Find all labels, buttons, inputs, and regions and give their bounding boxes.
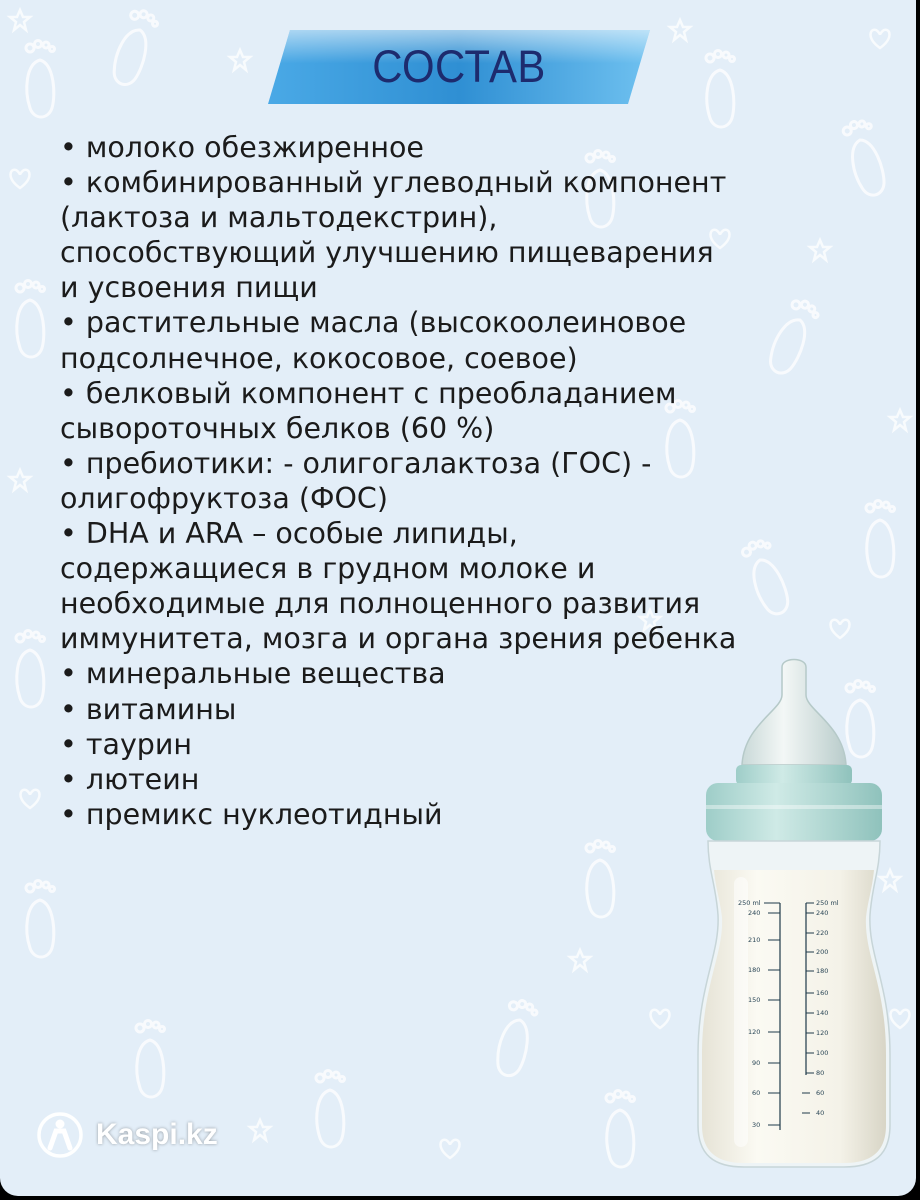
kaspi-watermark	[36, 1112, 218, 1158]
scale-label: 160	[816, 989, 829, 997]
brand-name: Kaspi.kz	[96, 1118, 218, 1151]
scale-label: 200	[816, 948, 829, 956]
list-item: • минеральные вещества	[60, 656, 740, 691]
scale-label: 40	[816, 1109, 825, 1117]
scale-label: 240	[748, 909, 761, 917]
scale-label: 100	[816, 1049, 829, 1057]
kaspi-logo-icon	[36, 1112, 84, 1158]
list-item: • молоко обезжиренное	[60, 130, 740, 165]
scale-label: 80	[816, 1069, 825, 1077]
scale-label: 220	[816, 929, 829, 937]
scale-label: 250 ml	[738, 899, 761, 907]
scale-label: 250 ml	[816, 899, 839, 907]
scale-label: 140	[816, 1009, 829, 1017]
ingredients-list	[60, 130, 740, 832]
list-item: • пребиотики: - олигогалактоза (ГОС) - олигофруктоза (ФОС)	[60, 446, 740, 516]
list-item: • лютеин	[60, 762, 740, 797]
list-item: • белковый компонент с преобладанием сывороточных белков (60 %)	[60, 376, 740, 446]
baby-bottle-image	[694, 655, 894, 1170]
scale-label: 240	[816, 909, 829, 917]
scale-label: 120	[748, 1028, 761, 1036]
list-item: • таурин	[60, 727, 740, 762]
page-title: СОСТАВ	[372, 41, 546, 92]
list-item: • DHA и ARA – особые липиды, содержащиеся в грудном молоке и необходимые для полноценного развития иммунитета, мозга и органа зрения ребенка	[60, 516, 740, 656]
scale-label: 60	[752, 1089, 761, 1097]
scale-label: 90	[752, 1059, 761, 1067]
scale-label: 180	[816, 967, 829, 975]
scale-label: 120	[816, 1029, 829, 1037]
list-item: • витамины	[60, 692, 740, 727]
title-banner	[268, 30, 650, 104]
scale-label: 30	[752, 1121, 761, 1129]
list-item: • премикс нуклеотидный	[60, 797, 740, 832]
list-item: • комбинированный углеводный компонент (лактоза и мальтодекстрин), способствующий улучшению пищеварения и усвоения пищи	[60, 165, 740, 305]
list-item: • растительные масла (высокоолеиновое подсолнечное, кокосовое, соевое)	[60, 305, 740, 375]
scale-label: 150	[748, 996, 761, 1004]
scale-label: 180	[748, 966, 761, 974]
scale-label: 210	[748, 936, 761, 944]
scale-label: 60	[816, 1089, 825, 1097]
